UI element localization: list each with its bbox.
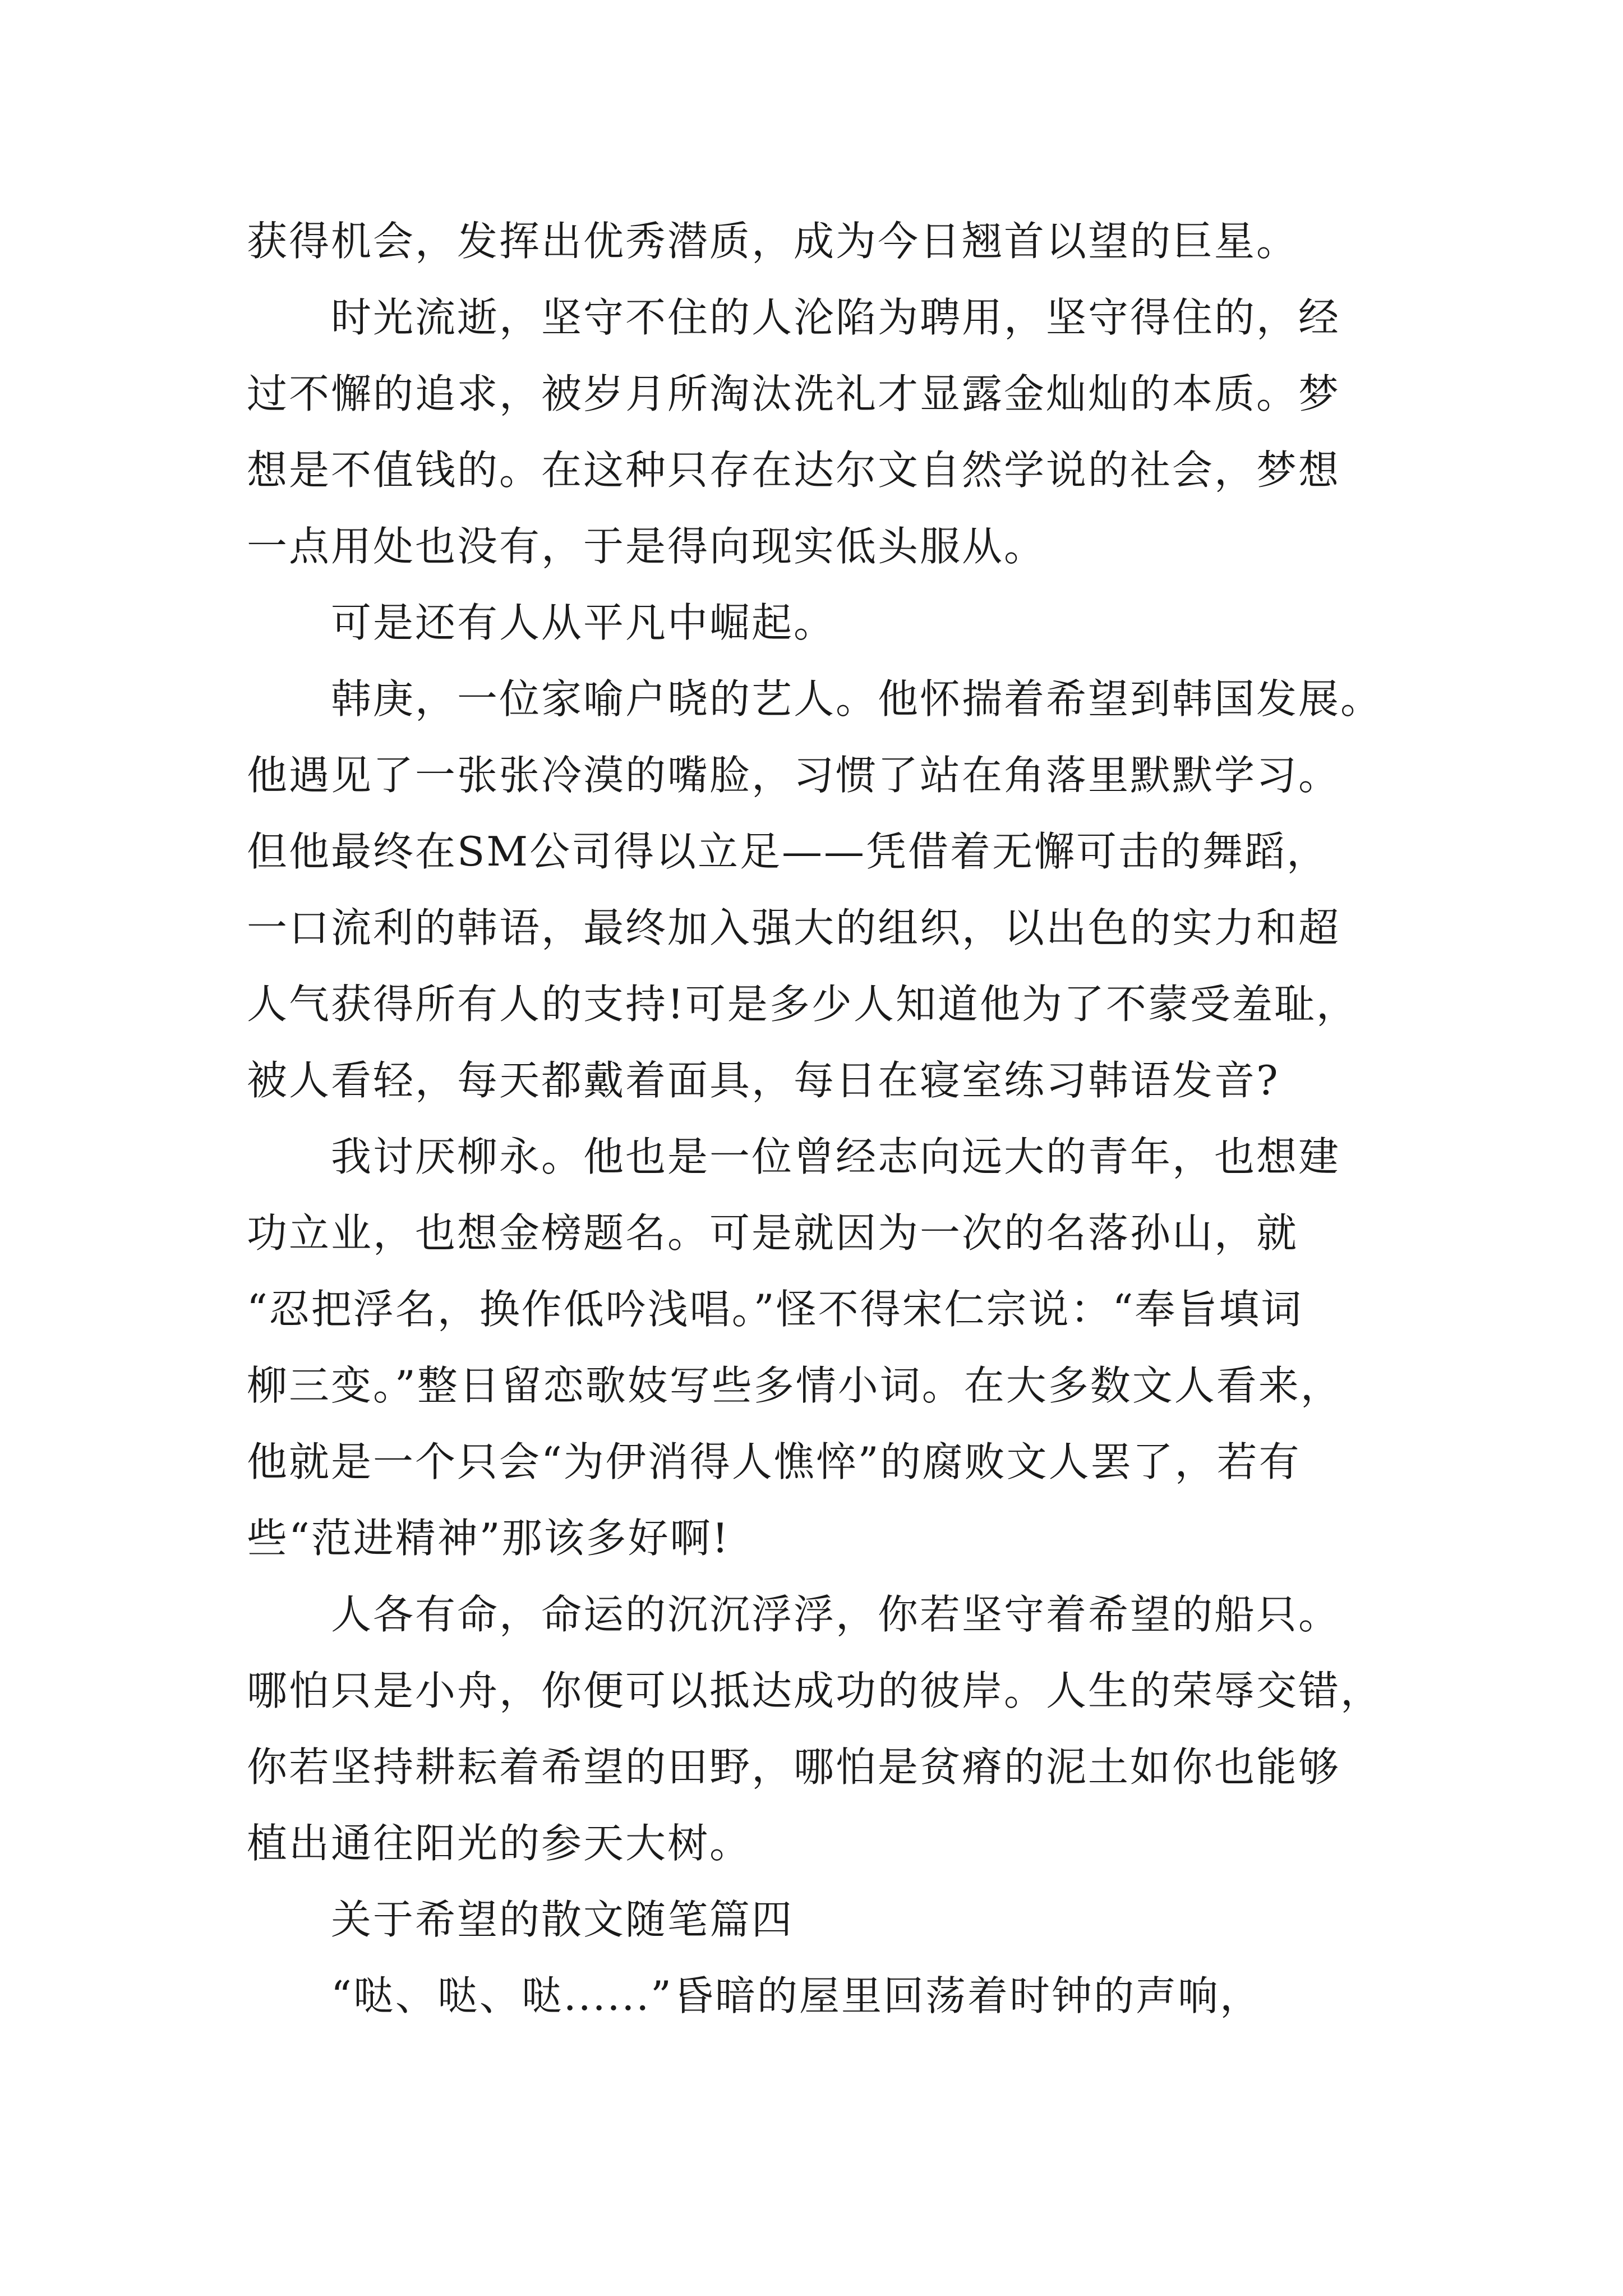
text-line: 植出通往阳光的参天大树。 — [247, 1820, 752, 1867]
text-line: 一口流利的韩语，最终加入强大的组织，以出色的实力和超 — [247, 904, 1341, 951]
text-line: 人各有命，命运的沉沉浮浮，你若坚守着希望的船只。 — [331, 1591, 1341, 1638]
text-line: 人气获得所有人的支持!可是多少人知道他为了不蒙受羞耻， — [247, 981, 1358, 1028]
text-line: 他遇见了一张张冷漠的嘴脸，习惯了站在角落里默默学习。 — [247, 752, 1341, 799]
text-line: 韩庚，一位家喻户晓的艺人。他怀揣着希望到韩国发展。 — [331, 675, 1383, 723]
text-line: 获得机会，发挥出优秀潜质，成为今日翘首以望的巨星。 — [247, 218, 1299, 265]
body-text — [247, 203, 1391, 2034]
text-line: “忍把浮名，换作低吟浅唱。”怪不得宋仁宗说：“奉旨填词 — [247, 1286, 1303, 1333]
text-line: 想是不值钱的。在这种只存在达尔文自然学说的社会，梦想 — [247, 447, 1341, 494]
section-heading: 关于希望的散文随笔篇四 — [331, 1896, 794, 1943]
text-line: 些“范进精神”那该多好啊! — [247, 1515, 730, 1562]
text-line: 被人看轻，每天都戴着面具，每日在寝室练习韩语发音? — [247, 1057, 1280, 1104]
text-line: “哒、哒、哒......”昏暗的屋里回荡着时钟的声响， — [331, 1972, 1262, 2019]
text-line: 他就是一个只会“为伊消得人憔悴”的腐败文人罢了，若有 — [247, 1438, 1301, 1485]
text-line: 时光流逝，坚守不住的人沦陷为聘用，坚守得住的，经 — [331, 294, 1341, 341]
text-line: 过不懈的追求，被岁月所淘汰洗礼才显露金灿灿的本质。梦 — [247, 370, 1341, 417]
text-line: 哪怕只是小舟，你便可以抵达成功的彼岸。人生的荣辱交错， — [247, 1667, 1383, 1714]
text-line: 但他最终在SM公司得以立足——凭借着无懈可击的舞蹈， — [247, 828, 1329, 875]
text-line: 我讨厌柳永。他也是一位曾经志向远大的青年，也想建 — [331, 1133, 1341, 1180]
text-line: 可是还有人从平凡中崛起。 — [331, 599, 836, 646]
text-line: 柳三变。”整日留恋歌妓写些多情小词。在大多数文人看来， — [247, 1362, 1343, 1409]
text-line: 一点用处也没有，于是得向现实低头服从。 — [247, 523, 1046, 570]
text-line: 功立业，也想金榜题名。可是就因为一次的名落孙山，就 — [247, 1209, 1299, 1257]
text-line: 你若坚持耕耘着希望的田野，哪怕是贫瘠的泥土如你也能够 — [247, 1743, 1341, 1791]
